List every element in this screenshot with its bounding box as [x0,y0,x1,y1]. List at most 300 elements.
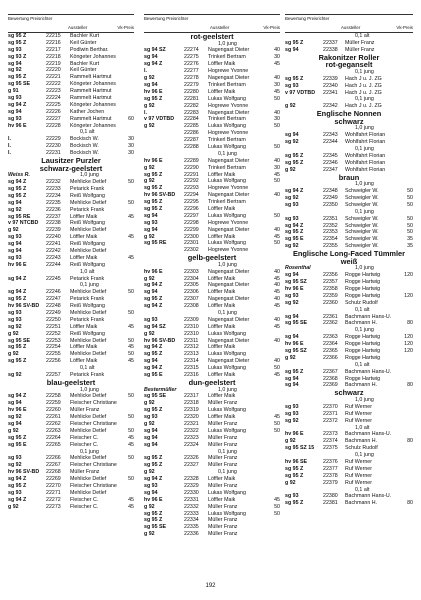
exhibitor-name: Podlwin Berthar. [70,46,109,53]
entry-number: 22364 [323,341,338,348]
sale-price: 40 [274,157,280,164]
entry-row [144,462,280,469]
exhibitor-name: Mehlicke Detlef [70,414,107,421]
entry-row [285,348,413,355]
rating-cell: sg 94 [144,54,158,61]
entry-number: 22240 [46,234,61,241]
entry-row [285,90,413,97]
rating-cell: g 92 [144,275,155,282]
entry-number: 22295 [184,199,199,206]
sale-price: 50 [407,229,413,236]
entry-row [285,286,413,293]
exhibitor-name: Ruf Werner [345,458,372,465]
rating-cell: sg 95 Z [8,33,27,39]
entry-row [8,227,134,234]
entry-number: 22265 [46,441,61,448]
rating-cell: sg 95 SE [144,393,167,400]
entry-number: 22381 [323,500,338,507]
entry-number: 22370 [323,403,338,410]
sale-price: 45 [128,344,134,351]
exhibitor-name: Ruf Werner [345,479,372,486]
exhibitor-name: Fleischer C. [70,434,99,441]
entry-number: 22356 [323,272,338,279]
entry-row [8,483,134,490]
entry-number: 22234 [46,192,61,199]
entry-row [144,220,280,227]
entry-number: 22274 [184,47,199,54]
entry-row [8,407,134,414]
entry-row [285,362,413,369]
rating-cell: sg 92 [285,195,299,201]
exhibitor-name: Hach J u. J. ZG [345,82,382,89]
entry-row [8,476,134,483]
entry-row [144,469,280,476]
entry-number: 22262 [46,420,61,427]
entry-row [285,195,413,202]
rating-cell: sg 95 SE [144,524,167,531]
rating-cell: g 92 [144,469,155,476]
exhibitor-name: Rammelt Hartmut [70,95,112,102]
sale-price: 45 [128,441,134,448]
sale-price: 50 [128,476,134,483]
entry-row [144,116,280,123]
exhibitor-name: Trinkerl Bertram [208,164,246,171]
exhibitor-name: Nagengast Dieter [208,157,250,164]
rating-cell: sg 95 Z [144,407,163,414]
entry-number: 22283 [184,109,199,116]
age-class-label: 1,0 jung [218,40,237,47]
entry-number: 22315 [184,365,199,372]
entry-number: 22316 [184,372,199,379]
entry-number: 22251 [46,323,61,330]
exhibitor-name: Lukas Wolfgang [208,365,246,372]
entry-row [8,455,134,462]
entry-row [8,40,134,47]
rating-cell: sg 94 Z [144,344,163,351]
entry-row [285,69,413,76]
exhibitor-name: Löffler Maik [208,303,236,310]
sale-price: 50 [274,178,280,185]
sale-price: 50 [274,365,280,372]
entry-row [8,289,134,296]
exhibitor-name: Mehlicke Detlef [70,489,107,496]
rating-cell: sg 94 [285,334,299,341]
sale-price: 50 [274,123,280,130]
exhibitor-name: Löffler Maik [208,61,236,68]
section-heading: dun-geelstert [188,377,236,387]
entry-row [144,262,280,269]
entry-number: 22350 [323,201,338,208]
entry-row [144,165,280,172]
exhibitor-name: Löffler Maik [208,496,236,503]
exhibitor-name: Trinkerl Bertram [208,54,246,61]
sale-price: 45 [128,358,134,365]
header-price: Vk-Preis [263,25,280,30]
sale-price: 50 [128,179,134,186]
entry-row [8,400,134,407]
age-class-label: 0,1 alt [355,306,370,313]
entry-row [144,483,280,490]
sale-price: 45 [274,303,280,310]
entry-row [285,418,413,425]
rating-cell: sg 94 [144,226,158,233]
entry-row [285,279,413,286]
sale-price: 30 [128,150,134,157]
section-heading: Englische Nonnen [316,109,382,119]
exhibitor-name: Nagengast Dieter [208,226,250,233]
entry-row [8,296,134,303]
entry-number: 22351 [323,215,338,222]
rating-cell: sg 95 Z [144,455,163,462]
entry-row [285,103,413,110]
exhibitor-name: Müller Franz [208,441,238,448]
entry-number: 22219 [46,60,61,67]
exhibitor-name: Bockisch W. [70,143,99,150]
entry-number: 22372 [323,417,338,424]
age-class-label: 0,1 jung [355,452,374,459]
entry-number: 22233 [46,186,61,192]
entry-number: 22349 [323,195,338,201]
exhibitor-name: Löffler Maik [208,393,236,400]
exhibitor-name: Wohlfahrt Florian [345,159,386,166]
entry-number: 22242 [46,248,61,255]
rating-cell: sg 94 [144,441,158,448]
age-class-label: 0,1 jung [218,150,237,157]
entry-number: 22301 [184,240,199,247]
entry-row [8,331,134,338]
entry-number: 22249 [46,310,61,317]
entry-row [285,369,413,376]
entry-row [144,400,280,407]
rating-cell: l. [8,143,11,150]
entry-number: 22359 [323,292,338,299]
age-class-label: 0,1 jung [218,310,237,317]
age-class-label: 0,1 jung [218,448,237,455]
exhibitor-name: Köngeter Johannes [70,122,116,129]
entry-number: 22357 [323,279,338,286]
exhibitor-name: Müller Franz [208,434,238,441]
exhibitor-name: Mehlicke Detlef [70,455,107,462]
entry-row [8,449,134,456]
sale-price: 45 [274,414,280,421]
rating-cell: g 92 [144,75,155,82]
sale-price: 50 [128,414,134,421]
rating-cell: sg 95 Z [285,472,304,479]
entry-number: 22296 [184,205,199,212]
entry-row [8,310,134,317]
rating-cell: g 92 [285,438,296,445]
entry-row [144,442,280,449]
entry-row [285,209,413,216]
entry-number: 22346 [323,159,338,166]
sale-price: 35 [407,236,413,243]
exhibitor-name: Trinkerl Bertram [208,81,246,88]
rating-cell: sg 94 [8,108,22,115]
age-class-label: 1,0 alt [355,424,370,431]
rating-cell: g 92 [8,227,19,234]
entry-row [8,255,134,262]
entry-row [8,338,134,345]
entry-number: 22282 [184,102,199,109]
exhibitor-name: Fleischer Christiane [70,420,117,427]
sale-price: 45 [274,289,280,296]
entry-row [285,83,413,90]
entry-number: 22324 [184,441,199,448]
entry-number: 22221 [46,74,61,81]
entry-list [285,33,413,507]
exhibitor-name: Petarick Frank [70,372,105,379]
entry-row [285,96,413,103]
exhibitor-name: Rogge Hartwig [345,292,381,299]
rating-cell: sg 95 SE [8,81,31,88]
entry-number: 22320 [184,414,199,421]
rating-cell: sg 94 Z [8,393,27,400]
rating-cell: sg 95 E [144,372,163,379]
rating-cell: hv 96 E [144,88,163,95]
catalog-column-1 [8,14,134,511]
rating-cell: sg 92 [8,414,22,421]
rating-cell: hv 96 E [285,341,304,348]
sale-price: 30 [274,164,280,171]
rating-cell: g 92 [8,427,19,434]
rating-cell: sg 95 SZ [285,279,307,286]
entry-row [285,139,413,146]
age-class-label: 1,0 jung [355,265,374,272]
entry-number: 22260 [46,407,61,414]
rating-cell: sg 93 [8,234,22,241]
entry-row [285,438,413,445]
section-heading: blau-geelstert [46,377,96,387]
entry-row [8,442,134,449]
sale-price: 40 [274,47,280,54]
entry-number: 22258 [46,393,61,400]
entry-number: 22340 [323,82,338,89]
entry-row [285,314,413,321]
exhibitor-name: Rogge Hartwig [345,354,381,361]
entry-row [8,102,134,109]
entry-number: 22299 [184,226,199,233]
entry-row [144,158,280,165]
entry-row [8,88,134,95]
rating-cell: sg 95 Z [144,199,163,206]
exhibitor-name: Schweigler W. [345,229,379,236]
entry-number: 22313 [184,351,199,358]
rating-cell: sg 95 Z [285,368,304,375]
exhibitor-name: Reiß Wolfgang [70,261,105,268]
rating-cell: sg 95 Z [144,296,163,303]
entry-number: 22345 [323,152,338,159]
entry-number: 22286 [184,130,199,137]
entry-number: 22337 [323,39,338,46]
rating-cell: sg 94 [144,358,158,365]
entry-row [285,216,413,223]
rating-cell: sg 94 Z [8,289,27,296]
exhibitor-name: Löffler Maik [70,234,98,241]
sale-price: 50 [128,427,134,434]
entry-number: 22341 [323,89,338,96]
exhibitor-name: Bachler Kurt [70,33,100,39]
rating-cell: sg 93 [285,403,299,410]
rating-cell: v 97 NTCBD [8,220,39,227]
entry-row [285,355,413,362]
entry-number: 22277 [184,68,199,75]
exhibitor-name: Reiß Wolfgang [70,220,105,227]
entry-row [144,144,280,151]
sale-price: 50 [274,503,280,510]
entry-row [144,317,280,324]
entry-number: 22323 [184,434,199,441]
rating-cell: sg 94 Z [8,476,27,483]
exhibitor-name: Ruf Werner [345,465,372,472]
rating-cell: sg 93 [144,316,158,323]
entry-number: 22281 [184,95,199,102]
entry-number: 22333 [184,510,199,517]
rating-cell: sg 95 SZ 15 [285,445,315,452]
exhibitor-name: Nagengast Dieter [208,268,250,275]
entry-number: 22355 [323,243,338,250]
entry-row [144,497,280,504]
rating-cell: hv 96 E [8,261,27,268]
entry-row [285,459,413,466]
entry-row [8,129,134,136]
rating-cell: g 92 [144,531,155,538]
exhibitor-name: Löffler Maik [70,213,98,220]
age-class-label: 0,1 alt [80,365,95,372]
entry-number: 22218 [46,53,61,60]
rating-cell: g 92 [144,164,155,171]
entry-number: 22369 [323,382,338,389]
entry-number: 22263 [46,427,61,434]
entry-number: 22257 [46,372,61,379]
entry-row [8,372,134,379]
rating-cell: hv 96 E [285,285,304,292]
entry-row [285,76,413,83]
rating-cell: sg 93 [144,219,158,226]
rating-cell: sg 93 [8,455,22,462]
rating-cell: hv 96 E [144,268,163,275]
section-heading: Lausitzer Purzler [41,156,101,166]
exhibitor-name: Schweigler W. [345,236,379,243]
entry-row [144,421,280,428]
sale-price: 40 [274,268,280,275]
age-class-label: 0,1 jung [355,68,374,75]
entry-row [285,320,413,327]
entry-row [8,67,134,74]
rating-cell: sg 92 [8,67,22,74]
rating-cell: sg 95 Z [8,192,27,199]
exhibitor-name: Nagengast Dieter [208,282,250,289]
age-class-label: 0,1 jung [355,208,374,215]
entry-row [8,214,134,221]
entry-number: 22297 [184,212,199,219]
entry-number: 22375 [323,445,338,452]
entry-row [144,199,280,206]
sale-price: 45 [274,275,280,282]
rating-cell: sg 94 [8,241,22,248]
sale-price: 50 [274,420,280,427]
rating-cell: sg 93 [285,215,299,222]
entry-number: 22267 [46,462,61,469]
rating-cell: l. [144,68,147,75]
rating-cell: sg 94 [144,212,158,219]
rating-cell: sg 92 [8,206,22,213]
entry-row [144,324,280,331]
exhibitor-name: Fleischer C. [70,496,99,503]
sale-price: 40 [274,192,280,199]
age-class-label: 0,1 jung [355,327,374,334]
rating-cell: sg 94 Z [8,179,27,186]
entry-number: 22235 [46,199,61,206]
rating-cell: sg 94 [285,375,299,382]
exhibitor-name: Hogrewe Yvonne [208,247,249,254]
rating-cell: sg 95 Z [285,465,304,472]
rating-cell: sg 95 Z [285,152,304,159]
entry-row [285,382,413,389]
entry-row [8,109,134,116]
sale-price: 50 [128,199,134,206]
exhibitor-name: Löffler Maik [70,358,98,365]
entry-row [144,61,280,68]
exhibitor-name: Rogge Hartwig [345,334,381,341]
rating-cell: g 92 [144,400,155,407]
entry-row [8,344,134,351]
entry-number: 22266 [46,455,61,462]
age-class-label: 1,0 jung [355,125,374,132]
rating-cell: sg 94 [285,313,299,320]
exhibitor-name: Mehlicke Detlef [70,337,107,344]
exhibitor-name: Schweigler W. [345,195,379,201]
entry-row [285,125,413,132]
entry-row [8,324,134,331]
sale-price: 40 [274,282,280,289]
exhibitor-name: Petarick Frank [70,296,105,303]
column-header [8,14,134,33]
entry-number: 22229 [46,136,61,143]
exhibitor-name: Hogrewe Yvonne [208,185,249,192]
entry-row [285,473,413,480]
rating-cell: sg 94 SZ [144,323,166,330]
entry-number: 22352 [323,222,338,229]
entry-row [144,351,280,358]
entry-number: 22243 [46,254,61,261]
entry-number: 22310 [184,323,199,330]
entry-number: 22303 [184,268,199,275]
rating-cell: sg 95 RE [8,213,31,220]
entry-row [8,262,134,269]
age-class-label: 0,1 jung [355,96,374,103]
entry-row [144,414,280,421]
rating-cell: Bestermüller [144,386,177,393]
entry-row [285,188,413,195]
rating-cell: g 92 [285,166,296,173]
sale-price: 60 [128,115,134,122]
entry-row [8,33,134,40]
entry-number: 22318 [184,400,199,407]
entry-row [285,202,413,209]
rating-cell: sg 93 [8,310,22,317]
age-class-label: 1,0 alt [80,268,95,275]
entry-number: 22368 [323,375,338,382]
sale-price: 50 [128,455,134,462]
exhibitor-name: Nagengast Dieter [208,192,250,199]
entry-row [8,282,134,289]
entry-number: 22374 [323,438,338,445]
entry-number: 22225 [46,101,61,108]
sale-price: 45 [274,233,280,240]
entry-number: 22311 [184,337,199,344]
entry-number: 22293 [184,185,199,192]
entry-number: 22239 [46,227,61,234]
